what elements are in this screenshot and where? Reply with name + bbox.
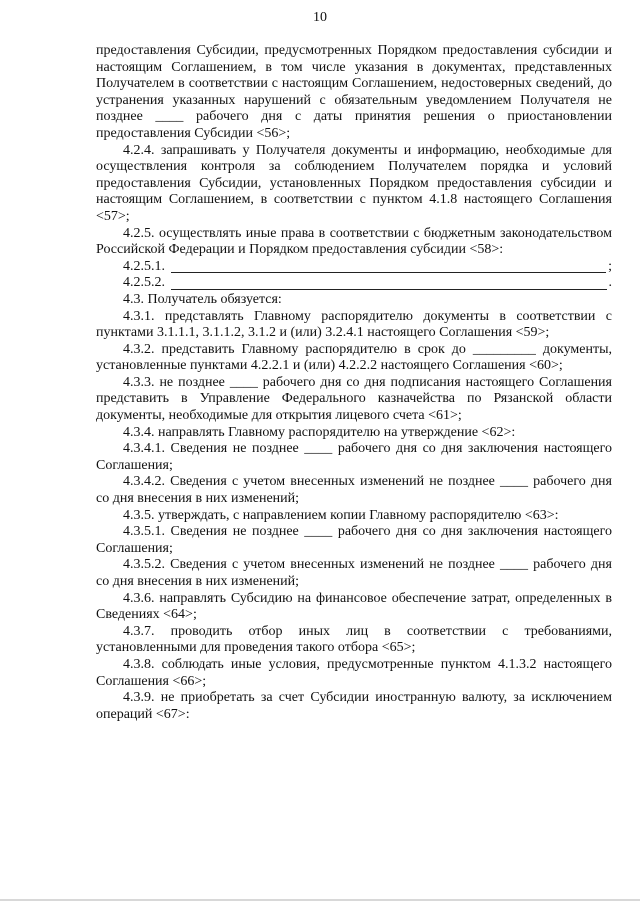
paragraph: 4.3.5.2. Сведения с учетом внесенных изменений не позднее ____ рабочего дня со дня внесения в них изменений; — [96, 557, 612, 589]
paragraph: 4.3.3. не позднее ____ рабочего дня со дня подписания настоящего Соглашения представить в Управление Федерального казначейства по Рязанской области документы, необходимые для открытия лицевого счета <61>; — [96, 374, 612, 424]
paragraph: 4.3.4.1. Сведения не позднее ____ рабочего дня со дня заключения настоящего Соглашения; — [96, 441, 612, 473]
paragraph: 4.2.5. осуществлять иные права в соответствии с бюджетным законодательством Российской Федерации и Порядком предоставления субсидии <58>: — [96, 225, 612, 258]
paragraph: 4.3.4.2. Сведения с учетом внесенных изменений не позднее ____ рабочего дня со дня внесения в них изменений; — [96, 474, 612, 507]
paragraph: 4.3.5.1. Сведения не позднее ____ рабочего дня со дня заключения настоящего Соглашения; — [96, 524, 612, 556]
paragraph: 4.3.2. представить Главному распорядителю в срок до _________ документы, установленные пунктами 4.2.2.1 и (или) 4.2.2.2 настоящего Соглашения <60>; — [96, 341, 612, 374]
paragraph: 4.3.1. представлять Главному распорядителю документы в соответствии с пунктами 3.1.1.1, 3.1.1.2, 3.1.2 и (или) 3.2.4.1 настоящего Соглашения <59>; — [96, 308, 612, 341]
paragraph: предоставления Субсидии, предусмотренных Порядком предоставления субсидии и настоящим Соглашением, в том числе указания в документах, представленных Получателем в соответствии с настоящим Соглашением, недостоверных сведений, до устранения указанных нарушений с обязательным уведомлением Получателя не позднее ____ рабочего дня с даты принятия решения о приостановлении предоставления Субсидии <56>; — [96, 43, 612, 141]
paragraph: 4.3.5. утверждать, с направлением копии Главному распорядителю <63>: — [123, 507, 559, 523]
blank-item-label: 4.2.5.2. — [123, 275, 169, 291]
blank-item-end: ; — [608, 258, 612, 274]
paragraph: 4.2.4. запрашивать у Получателя документы и информацию, необходимые для осуществления контроля за соблюдением Получателем порядка и условий предоставления Субсидии, установленных Порядком предоставления субсидии и настоящим Соглашением, в соответствии с пунктом 4.1.8 настоящего Соглашения <57>; — [96, 142, 612, 224]
paragraph: 4.3.7. проводить отбор иных лиц в соответствии с требованиями, установленными для проведения такого отбора <65>; — [96, 623, 612, 656]
blank-item — [96, 275, 612, 292]
paragraph: 4.3.6. направлять Субсидию на финансовое обеспечение затрат, определенных в Сведениях <64>; — [96, 590, 612, 623]
paragraph: 4.3.9. не приобретать за счет Субсидии иностранную валюту, за исключением операций <67>: — [96, 690, 612, 722]
fill-in-line — [171, 260, 607, 273]
blank-item — [96, 259, 612, 276]
paragraph: 4.3.8. соблюдать иные условия, предусмотренные пунктом 4.1.3.2 настоящего Соглашения <66>; — [96, 656, 612, 689]
paragraph: 4.3.4. направлять Главному распорядителю на утверждение <62>: — [123, 424, 516, 440]
blank-item-end: . — [608, 275, 612, 291]
paragraph: 4.3. Получатель обязуется: — [123, 291, 282, 307]
page-number: 10 — [313, 10, 327, 25]
document-body — [96, 43, 612, 723]
fill-in-line — [171, 277, 607, 290]
blank-item-label: 4.2.5.1. — [123, 258, 169, 274]
page-edge-divider — [0, 899, 640, 901]
